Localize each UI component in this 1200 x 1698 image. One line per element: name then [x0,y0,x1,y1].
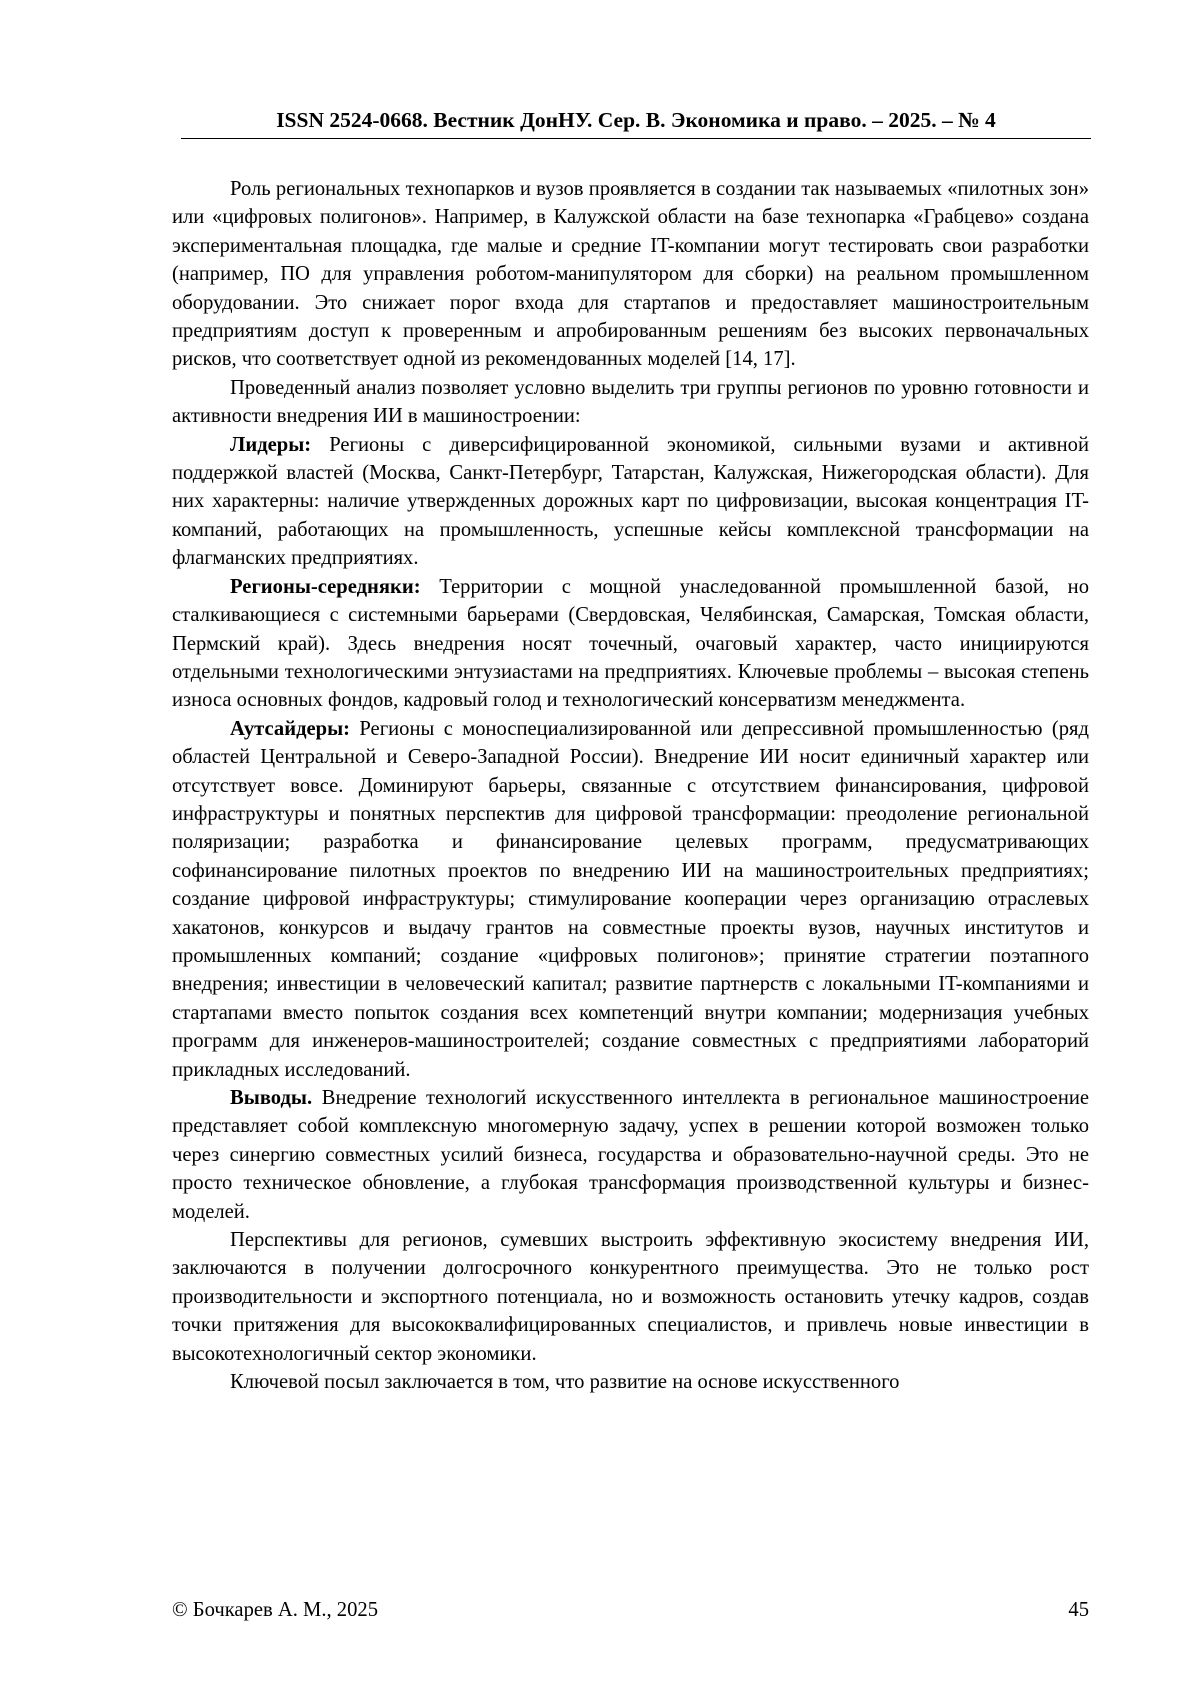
leaders-text: Регионы с диверсифицированной экономикой, сильными вузами и активной поддержкой властей (Москва, Санкт-Петербург, Татарстан, Калужская, Нижегородская области). Для них характерны: наличие утвержденных дорожных карт по цифровизации, высокая концентрация IT-компаний, работающих на промышленность, успешные кейсы комплексной трансформации на флагманских предприятиях. [172,433,1089,570]
paragraph-conclusions [172,1084,1089,1226]
paragraph-prospects: Перспективы для регионов, сумевших выстроить эффективную экосистему внедрения ИИ, заключаются в получении долгосрочного конкурентного преимущества. Это не только рост производительности и экспортного потенциала, но и возможность остановить утечку кадров, создав точки притяжения для высококвалифицированных специалистов, и привлечь новые инвестиции в высокотехнологичный сектор экономики. [172,1229,1089,1365]
paragraph-technoparks: Роль региональных технопарков и вузов проявляется в создании так называемых «пилотных зон» или «цифровых полигонов». Например, в Калужской области на базе технопарка «Грабцево» создана экспериментальная площадка, где малые и средние IT-компании могут тестировать свои разработки (например, ПО для управления роботом-манипулятором для сборки) на реальном промышленном оборудовании. Это снижает порог входа для стартапов и предоставляет машиностроительным предприятиям доступ к проверенным и апробированным решениям без высоких первоначальных рисков, что соответствует одной из рекомендованных моделей [14, 17]. [172,178,1089,371]
copyright-notice: © Бочкарев А. М., 2025 [172,1599,378,1621]
running-header: ISSN 2524-0668. Вестник ДонНУ. Сер. В. Экономика и право. – 2025. – № 4 [181,106,1091,139]
paragraph-key-message: Ключевой посыл заключается в том, что развитие на основе искусственного [230,1371,900,1394]
middle-regions-text: Территории с мощной унаследованной промышленной базой, но сталкивающиеся с системными барьерами (Свердовская, Челябинская, Самарская, Томская области, Пермский край). Здесь внедрения носят точечный, очаговый характер, часто инициируются отдельными технологическими энтузиастами на предприятиях. Ключевые проблемы – высокая степень износа основных фондов, кадровый голод и технологический консерватизм менеджмента. [172,575,1089,712]
article-body [172,175,1089,1396]
page-number: 45 [1068,1599,1089,1621]
paragraph-outsiders [172,715,1089,1084]
outsiders-heading: Аутсайдеры: [230,717,351,740]
paragraph-leaders [172,431,1089,573]
middle-regions-heading: Регионы-середняки: [230,575,421,598]
conclusions-text: Внедрение технологий искусственного интеллекта в региональное машиностроение представляет собой комплексную многомерную задачу, успех в решении которой возможен только через синергию совместных усилий бизнеса, государства и образовательно-научной среды. Это не просто техническое обновление, а глубокая трансформация производственной культуры и бизнес-моделей. [172,1087,1089,1223]
conclusions-heading: Выводы. [230,1087,313,1109]
paragraph-region-groups: Проведенный анализ позволяет условно выделить три группы регионов по уровню готовности и активности внедрения ИИ в машиностроении: [172,376,1089,428]
paragraph-middle-regions [172,573,1089,715]
outsiders-text: Регионы с моноспециализированной или депрессивной промышленностью (ряд областей Центральной и Северо-Западной России). Внедрение ИИ носит единичный характер или отсутствует вовсе. Доминируют барьеры, связанные с отсутствием финансирования, цифровой инфраструктуры и понятных перспектив для цифровой трансформации: преодоление региональной поляризации; разработка и финансирование целевых программ, предусматривающих софинансирование пилотных проектов по внедрению ИИ на машиностроительных предприятиях; создание цифровой инфраструктуры; стимулирование кооперации через организацию отраслевых хакатонов, конкурсов и выдачу грантов на совместные проекты вузов, научных институтов и промышленных компаний; создание «цифровых полигонов»; принятие стратегии поэтапного внедрения; инвестиции в человеческий капитал; развитие партнерств с локальными IT-компаниями и стартапами вместо попыток создания всех компетенций внутри компании; модернизация учебных программ для инженеров-машиностроителей; создание совместных с предприятиями лабораторий прикладных исследований. [172,717,1089,1081]
leaders-heading: Лидеры: [230,433,312,456]
